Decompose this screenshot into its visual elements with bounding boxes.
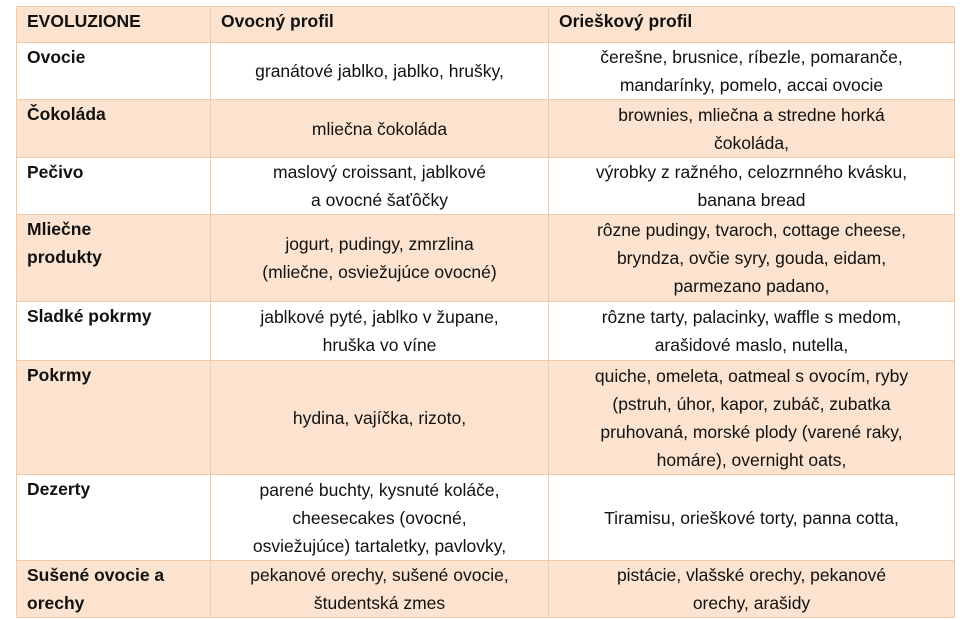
nut-profile-cell: Tiramisu, orieškové torty, panna cotta, (549, 475, 955, 561)
category-cell: Pečivo (17, 158, 211, 215)
table-row (17, 302, 955, 361)
nut-profile-cell: pistácie, vlašské orechy, pekanové orechy, arašidy (549, 561, 955, 618)
category-cell: Sladké pokrmy (17, 302, 211, 361)
table-row (17, 475, 955, 561)
category-cell: Dezerty (17, 475, 211, 561)
header-nut-profile: Orieškový profil (549, 7, 955, 43)
table-row (17, 43, 955, 100)
nut-profile-cell: rôzne tarty, palacinky, waffle s medom, arašidové maslo, nutella, (549, 302, 955, 361)
nut-profile-cell: rôzne pudingy, tvaroch, cottage cheese, bryndza, ovčie syry, gouda, eidam, parmezano padano, (549, 215, 955, 302)
fruit-profile-cell: mliečna čokoláda (211, 100, 549, 158)
table-header-row (17, 7, 955, 43)
fruit-profile-cell: jablkové pyté, jablko v župane, hruška vo víne (211, 302, 549, 361)
table-row (17, 100, 955, 158)
header-fruit-profile: Ovocný profil (211, 7, 549, 43)
nut-profile-cell: quiche, omeleta, oatmeal s ovocím, ryby (pstruh, úhor, kapor, zubáč, zubatka pruhovaná, morské plody (varené raky, homáre), overnight oats, (549, 361, 955, 475)
table-row (17, 561, 955, 618)
table-row (17, 361, 955, 475)
fruit-profile-cell: parené buchty, kysnuté koláče, cheesecakes (ovocné, osviežujúce) tartaletky, pavlovky, (211, 475, 549, 561)
fruit-profile-cell: jogurt, pudingy, zmrzlina (mliečne, osviežujúce ovocné) (211, 215, 549, 302)
fruit-profile-cell: maslový croissant, jablkové a ovocné šaťôčky (211, 158, 549, 215)
nut-profile-cell: výrobky z ražného, celozrnného kvásku, banana bread (549, 158, 955, 215)
fruit-profile-cell: granátové jablko, jablko, hrušky, (211, 43, 549, 100)
table-row (17, 158, 955, 215)
category-cell: Mliečne produkty (17, 215, 211, 302)
nut-profile-cell: brownies, mliečna a stredne horká čokoláda, (549, 100, 955, 158)
fruit-profile-cell: pekanové orechy, sušené ovocie, študentská zmes (211, 561, 549, 618)
category-cell: Ovocie (17, 43, 211, 100)
table-row (17, 215, 955, 302)
header-evoluzione: EVOLUZIONE (17, 7, 211, 43)
category-cell: Čokoláda (17, 100, 211, 158)
comparison-table (16, 6, 955, 618)
category-cell: Pokrmy (17, 361, 211, 475)
nut-profile-cell: čerešne, brusnice, ríbezle, pomaranče, mandarínky, pomelo, accai ovocie (549, 43, 955, 100)
category-cell: Sušené ovocie a orechy (17, 561, 211, 618)
fruit-profile-cell: hydina, vajíčka, rizoto, (211, 361, 549, 475)
